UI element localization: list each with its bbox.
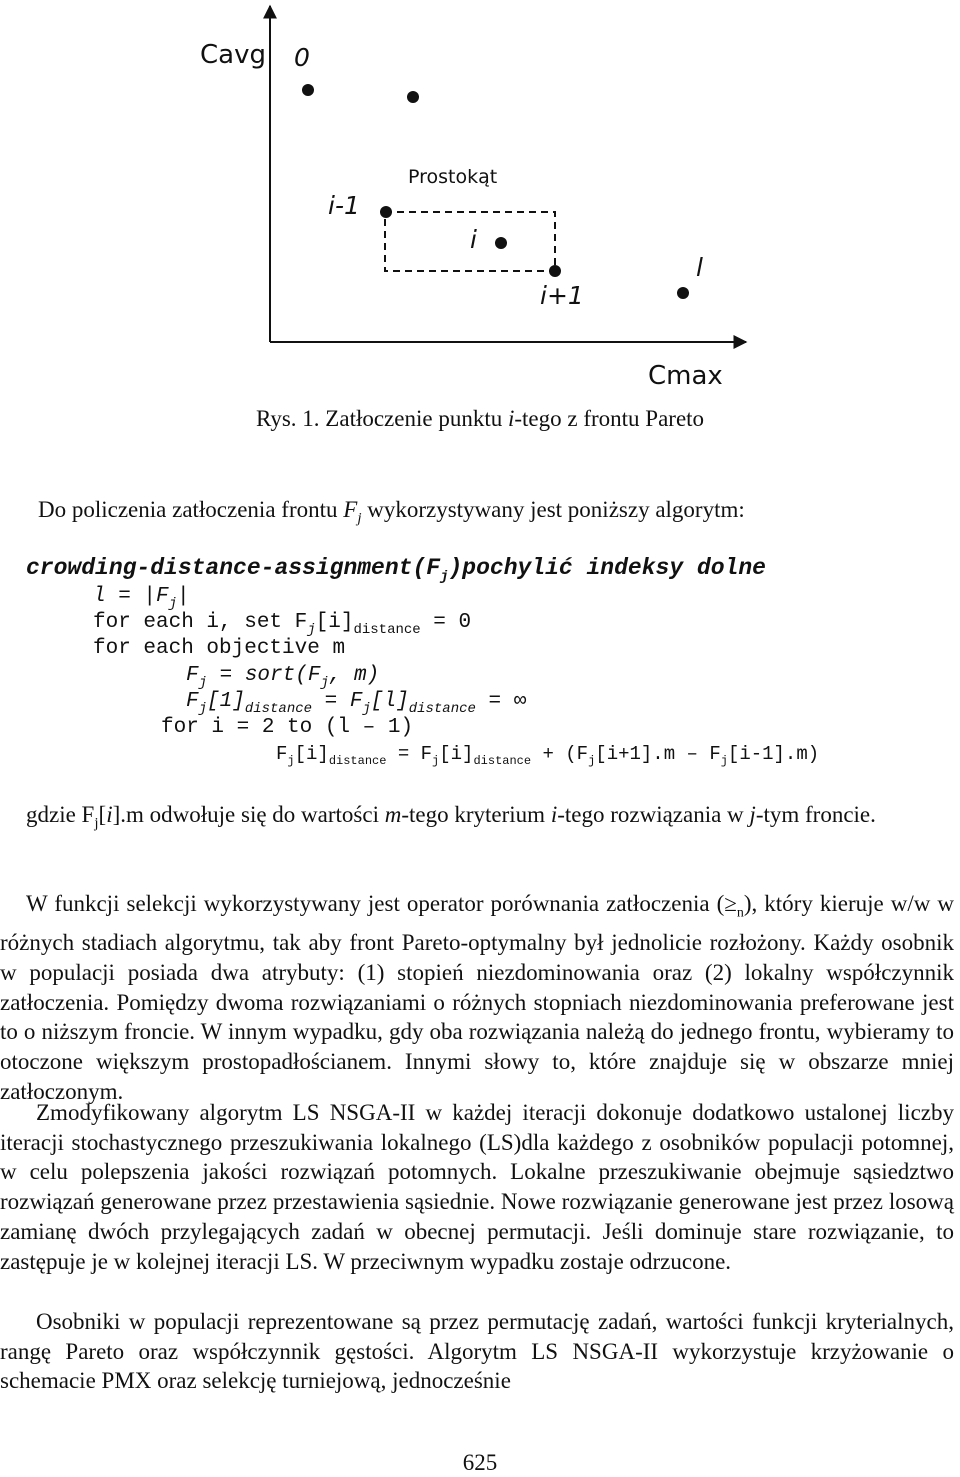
- point-i-minus-1: [380, 206, 392, 218]
- point-l: [677, 287, 689, 299]
- label-point-i-minus-1: i-1: [328, 191, 360, 220]
- algorithm-line-4: $F_j$ = $sort(F_j$, m): [186, 664, 380, 691]
- algorithm-title: crowding-$distance-assignment(F_j)pochylić$ indeksy dolne: [26, 555, 766, 585]
- algorithm-line-2: for each i, set $F_j[i]_{distance} = 0$: [93, 611, 472, 638]
- rect-label: Prostokąt: [408, 166, 498, 188]
- algorithm-line-7: $F_j[i]_{distance} = F_j[i]_{distance} + (F_j[i+1].m - F_j[i-1].m)$: [276, 743, 820, 768]
- algorithm-line-3: for each objective m: [93, 637, 346, 660]
- label-point-i: i: [470, 225, 477, 254]
- page-number: 625: [462, 1450, 498, 1475]
- y-axis-label: Cavg: [200, 40, 266, 70]
- label-point-i-plus-1: i+1: [540, 281, 584, 310]
- intro-text: Do policzenia zatłoczenia frontu $F_j$ wykorzystywany jest poniższy algorytm:: [38, 497, 745, 527]
- paragraph-ls-nsga: Zmodyfikowany algorytm LS NSGA-II w każdej iteracji dokonuje dodatkowo ustalonej liczby iteracji stochastycznego przeszukiwania lokalnego (LS)dla każdego z osobników populacji potomnej, w celu polepszenia jakości rozwiązań potomnych. Lokalne przeszukiwanie obejmuje sąsiedztwo rozwiązań generowane przez przestawienia sąsiednie. Nowe rozwiązanie generowane jest przez losową zamianę dwóch przylegających zadań w obecnej permutacji. Jeśli dominuje stare rozwiązanie, to zastępuje je w kolejnej iteracji LS. W przeciwnym wypadku zostaje odrzucone.: [0, 1100, 954, 1274]
- where-paragraph: gdzie $F_j[i].m$ odwołuje się do wartości m-tego kryterium i-tego rozwiązania w j-tym froncie.: [26, 802, 876, 832]
- point-0: [302, 84, 314, 96]
- figure-caption: Rys. 1. Zatłoczenie punktu i-tego z frontu Pareto: [255, 406, 705, 431]
- algorithm-line-5: $F_j[1]_{distance} = F_j[l]_{distance}$ = ∞: [186, 690, 527, 717]
- point-i: [495, 237, 507, 249]
- algorithm-line-6: for i = 2 to (l – 1): [161, 716, 414, 739]
- point-i-plus-1: [549, 265, 561, 277]
- algorithm-line-1: $l = |F_j|$: [93, 585, 190, 612]
- paragraph-selection: W funkcji selekcji wykorzystywany jest operator porównania zatłoczenia $(\ge_n)$, który kieruje w/w w różnych stadiach algorytmu, tak aby front Pareto-optymalny był jednolicie rozłożony. Każdy osobnik w populacji posiada dwa atrybuty: (1) stopień niezdominowania oraz (2) lokalny współczynnik zatłoczenia. Pomiędzy dwoma rozwiązaniami o różnych stopniach niezdominowania preferowane jest to o niższym froncie. W innym wypadku, gdy oba rozwiązania należą do jednego frontu, wybieramy to otoczone większym prostopadłościanem. Innymi słowy to, które znajduje się w obszarze mniej zatłoczonym.: [0, 891, 954, 1104]
- label-point-0: 0: [294, 43, 310, 72]
- point-1: [407, 91, 419, 103]
- pareto-crowding-figure: [180, 0, 770, 400]
- paragraph-population: Osobniki w populacji reprezentowane są przez permutację zadań, wartości funkcji kryterialnych, rangę Pareto oraz współczynnik gęstości. Algorytm LS NSGA-II wykorzystuje krzyżowanie o schemacie PMX oraz selekcję turniejową, jednocześnie: [0, 1309, 954, 1394]
- x-axis-label: Cmax: [648, 361, 723, 391]
- label-point-l: l: [696, 253, 703, 282]
